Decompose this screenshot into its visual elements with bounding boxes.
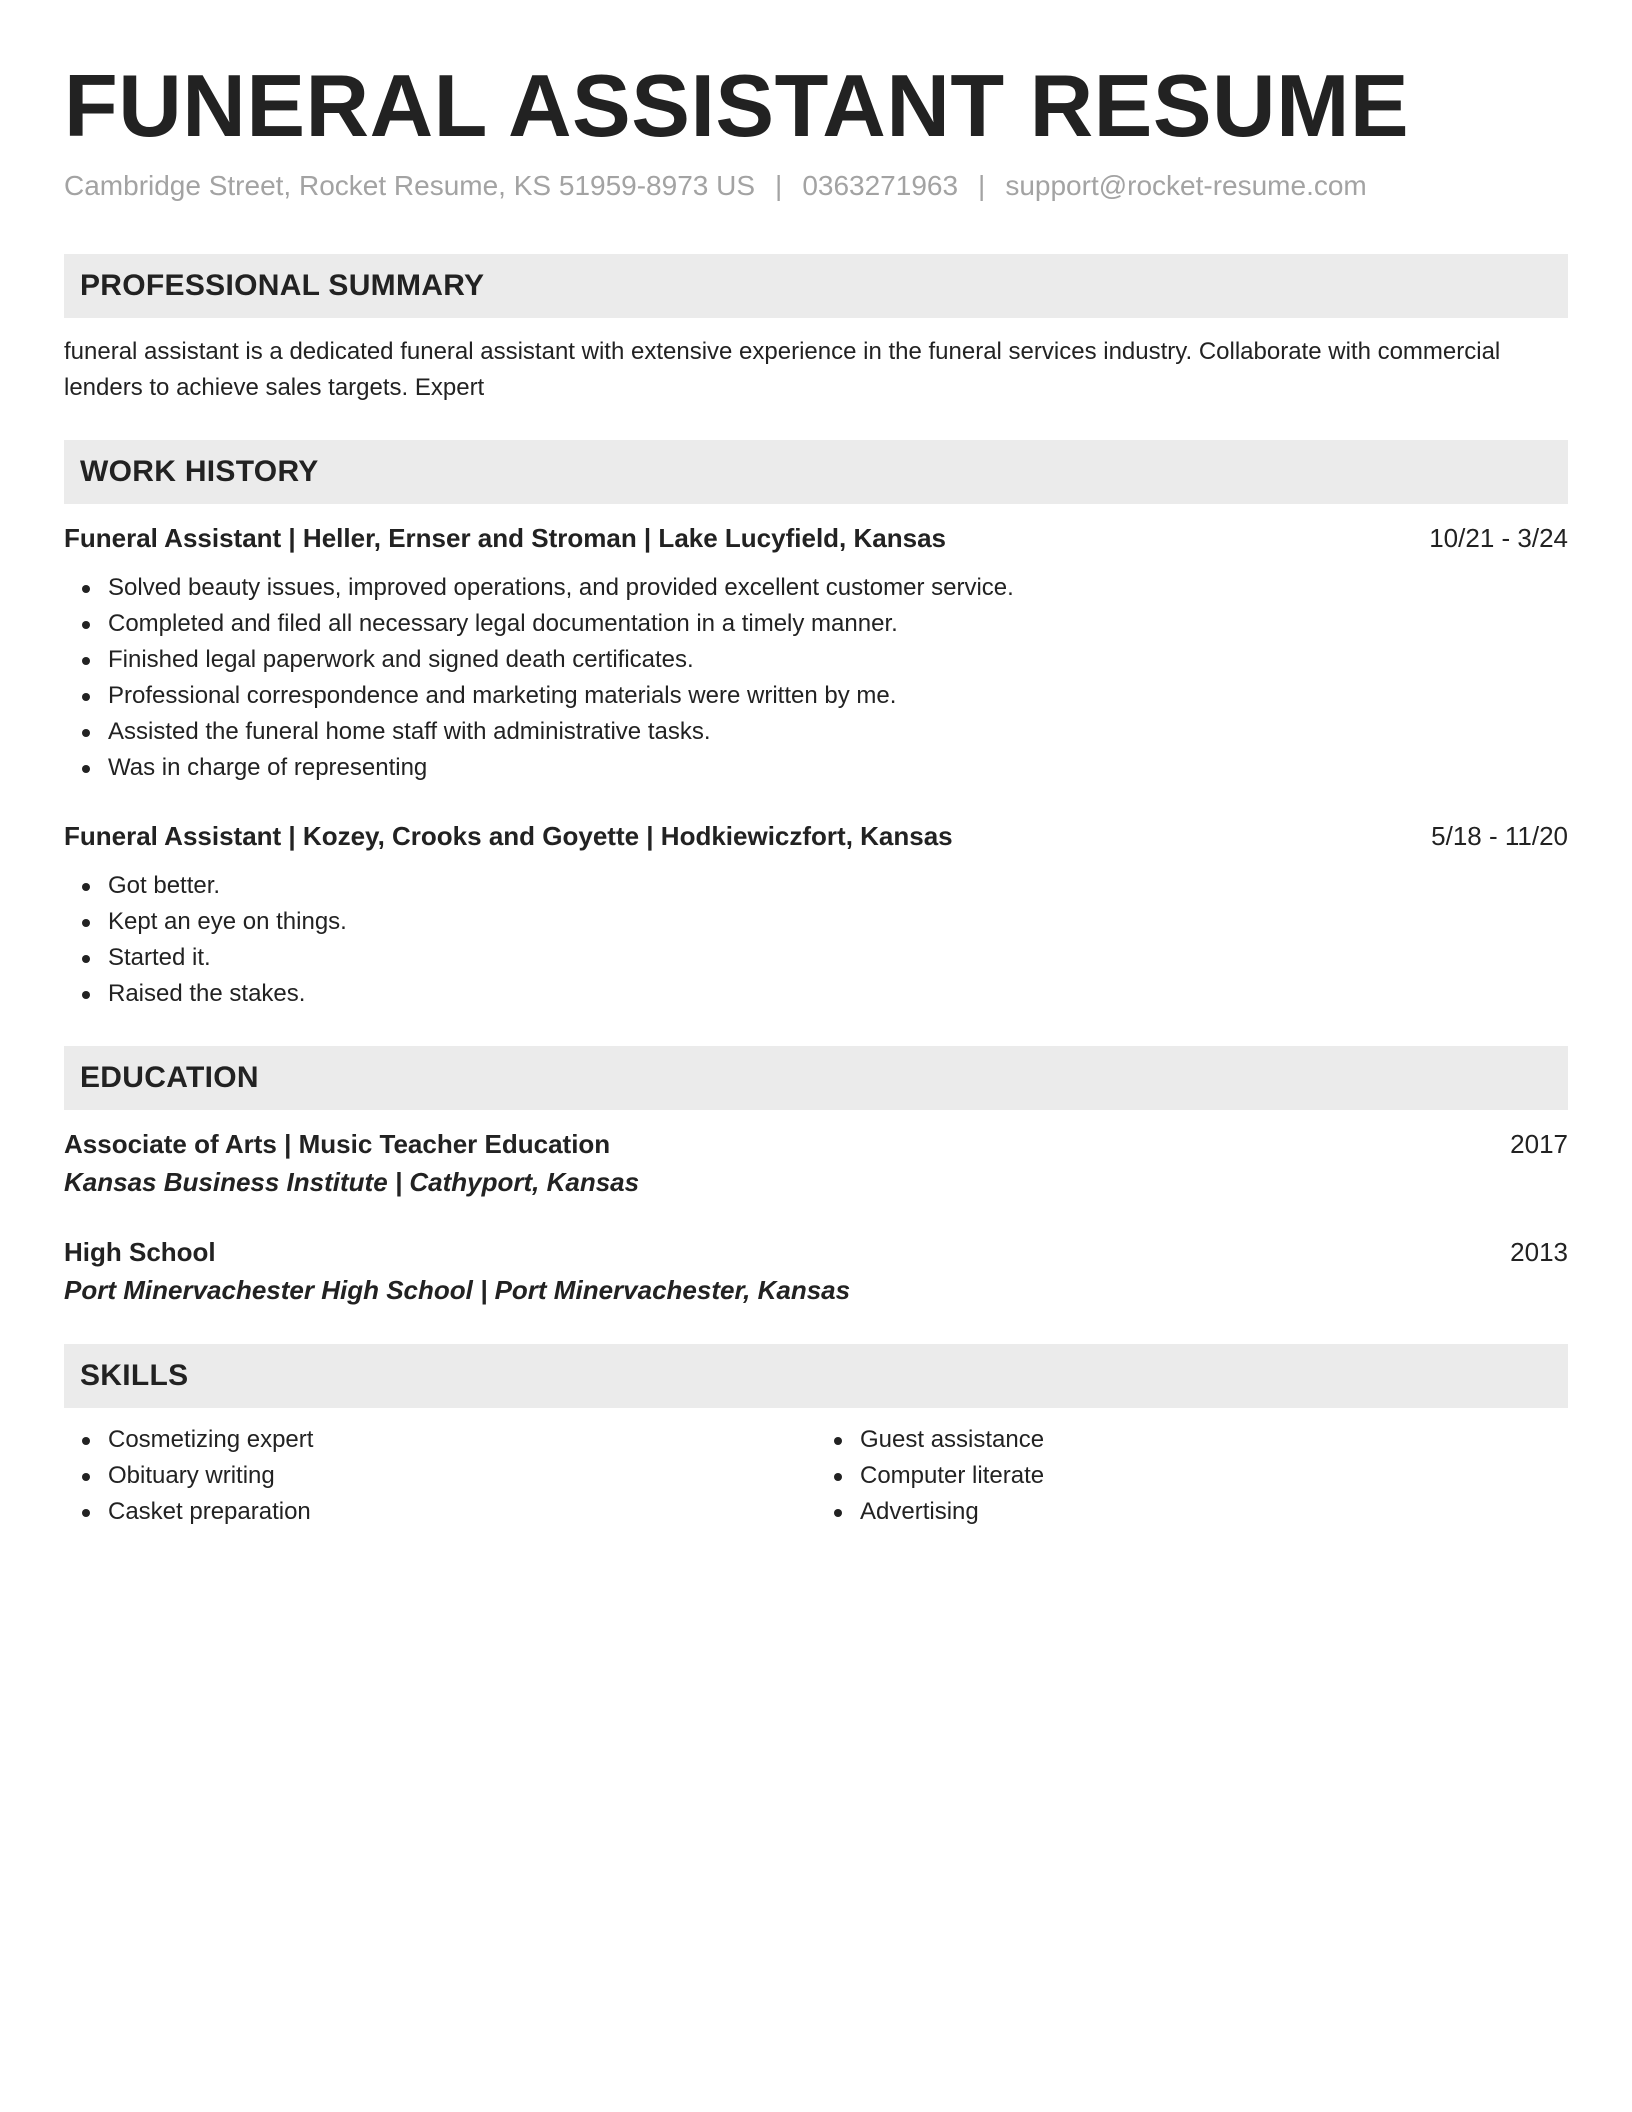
- contact-line: [64, 168, 1568, 204]
- job-dates: 5/18 - 11/20: [1431, 821, 1568, 851]
- education-school: Kansas Business Institute | Cathyport, Kansas: [64, 1167, 640, 1197]
- job-bullets: [64, 570, 1568, 786]
- list-item: Guest assistance: [860, 1422, 1568, 1458]
- job-header: [64, 818, 1568, 854]
- job-entry: [64, 818, 1568, 1012]
- skills-list: [816, 1422, 1568, 1530]
- section-header-skills: [64, 1344, 1568, 1408]
- skills-list: [64, 1422, 816, 1530]
- job-title: Funeral Assistant | Heller, Ernser and Stroman | Lake Lucyfield, Kansas: [64, 523, 946, 553]
- section-heading: PROFESSIONAL SUMMARY: [80, 269, 485, 302]
- list-item: Computer literate: [860, 1458, 1568, 1494]
- contact-address: Cambridge Street, Rocket Resume, KS 51959-8973 US: [64, 170, 756, 201]
- job-title: Funeral Assistant | Kozey, Crooks and Goyette | Hodkiewiczfort, Kansas: [64, 821, 953, 851]
- education-year: 2013: [1510, 1237, 1568, 1267]
- education-degree: Associate of Arts | Music Teacher Education: [64, 1129, 611, 1159]
- list-item: Was in charge of representing: [108, 750, 1568, 786]
- section-heading: WORK HISTORY: [80, 455, 319, 488]
- section-header-work-history: [64, 440, 1568, 504]
- list-item: Kept an eye on things.: [108, 904, 1568, 940]
- contact-phone: 0363271963: [802, 170, 959, 201]
- education-degree: High School: [64, 1237, 216, 1267]
- list-item: Cosmetizing expert: [108, 1422, 816, 1458]
- job-bullets: [64, 868, 1568, 1012]
- contact-separator: |: [978, 170, 986, 201]
- job-header: [64, 520, 1568, 556]
- section-header-education: [64, 1046, 1568, 1110]
- skills-column-right: [816, 1422, 1568, 1530]
- section-heading: EDUCATION: [80, 1061, 259, 1094]
- job-entry: [64, 520, 1568, 786]
- education-year: 2017: [1510, 1129, 1568, 1159]
- job-dates: 10/21 - 3/24: [1429, 523, 1568, 553]
- education-entry: [64, 1126, 1568, 1202]
- section-header-summary: [64, 254, 1568, 318]
- contact-email: support@rocket-resume.com: [1005, 170, 1367, 201]
- list-item: Got better.: [108, 868, 1568, 904]
- skills-columns: [64, 1422, 1568, 1530]
- list-item: Casket preparation: [108, 1494, 816, 1530]
- education-entry: [64, 1234, 1568, 1310]
- list-item: Obituary writing: [108, 1458, 816, 1494]
- education-header: [64, 1234, 1568, 1270]
- list-item: Started it.: [108, 940, 1568, 976]
- education-header: [64, 1126, 1568, 1162]
- section-heading: SKILLS: [80, 1359, 189, 1392]
- list-item: Advertising: [860, 1494, 1568, 1530]
- list-item: Professional correspondence and marketing materials were written by me.: [108, 678, 1568, 714]
- skills-column-left: [64, 1422, 816, 1530]
- contact-separator: |: [775, 170, 783, 201]
- list-item: Solved beauty issues, improved operations, and provided excellent customer service.: [108, 570, 1568, 606]
- list-item: Completed and filed all necessary legal documentation in a timely manner.: [108, 606, 1568, 642]
- education-school: Port Minervachester High School | Port Minervachester, Kansas: [64, 1275, 851, 1305]
- summary-text: funeral assistant is a dedicated funeral assistant with extensive experience in the funeral services industry. Collaborate with commercial lenders to achieve sales targets. Expert: [64, 338, 1501, 401]
- resume-title: FUNERAL ASSISTANT RESUME: [64, 56, 1410, 155]
- list-item: Assisted the funeral home staff with administrative tasks.: [108, 714, 1568, 750]
- list-item: Raised the stakes.: [108, 976, 1568, 1012]
- list-item: Finished legal paperwork and signed death certificates.: [108, 642, 1568, 678]
